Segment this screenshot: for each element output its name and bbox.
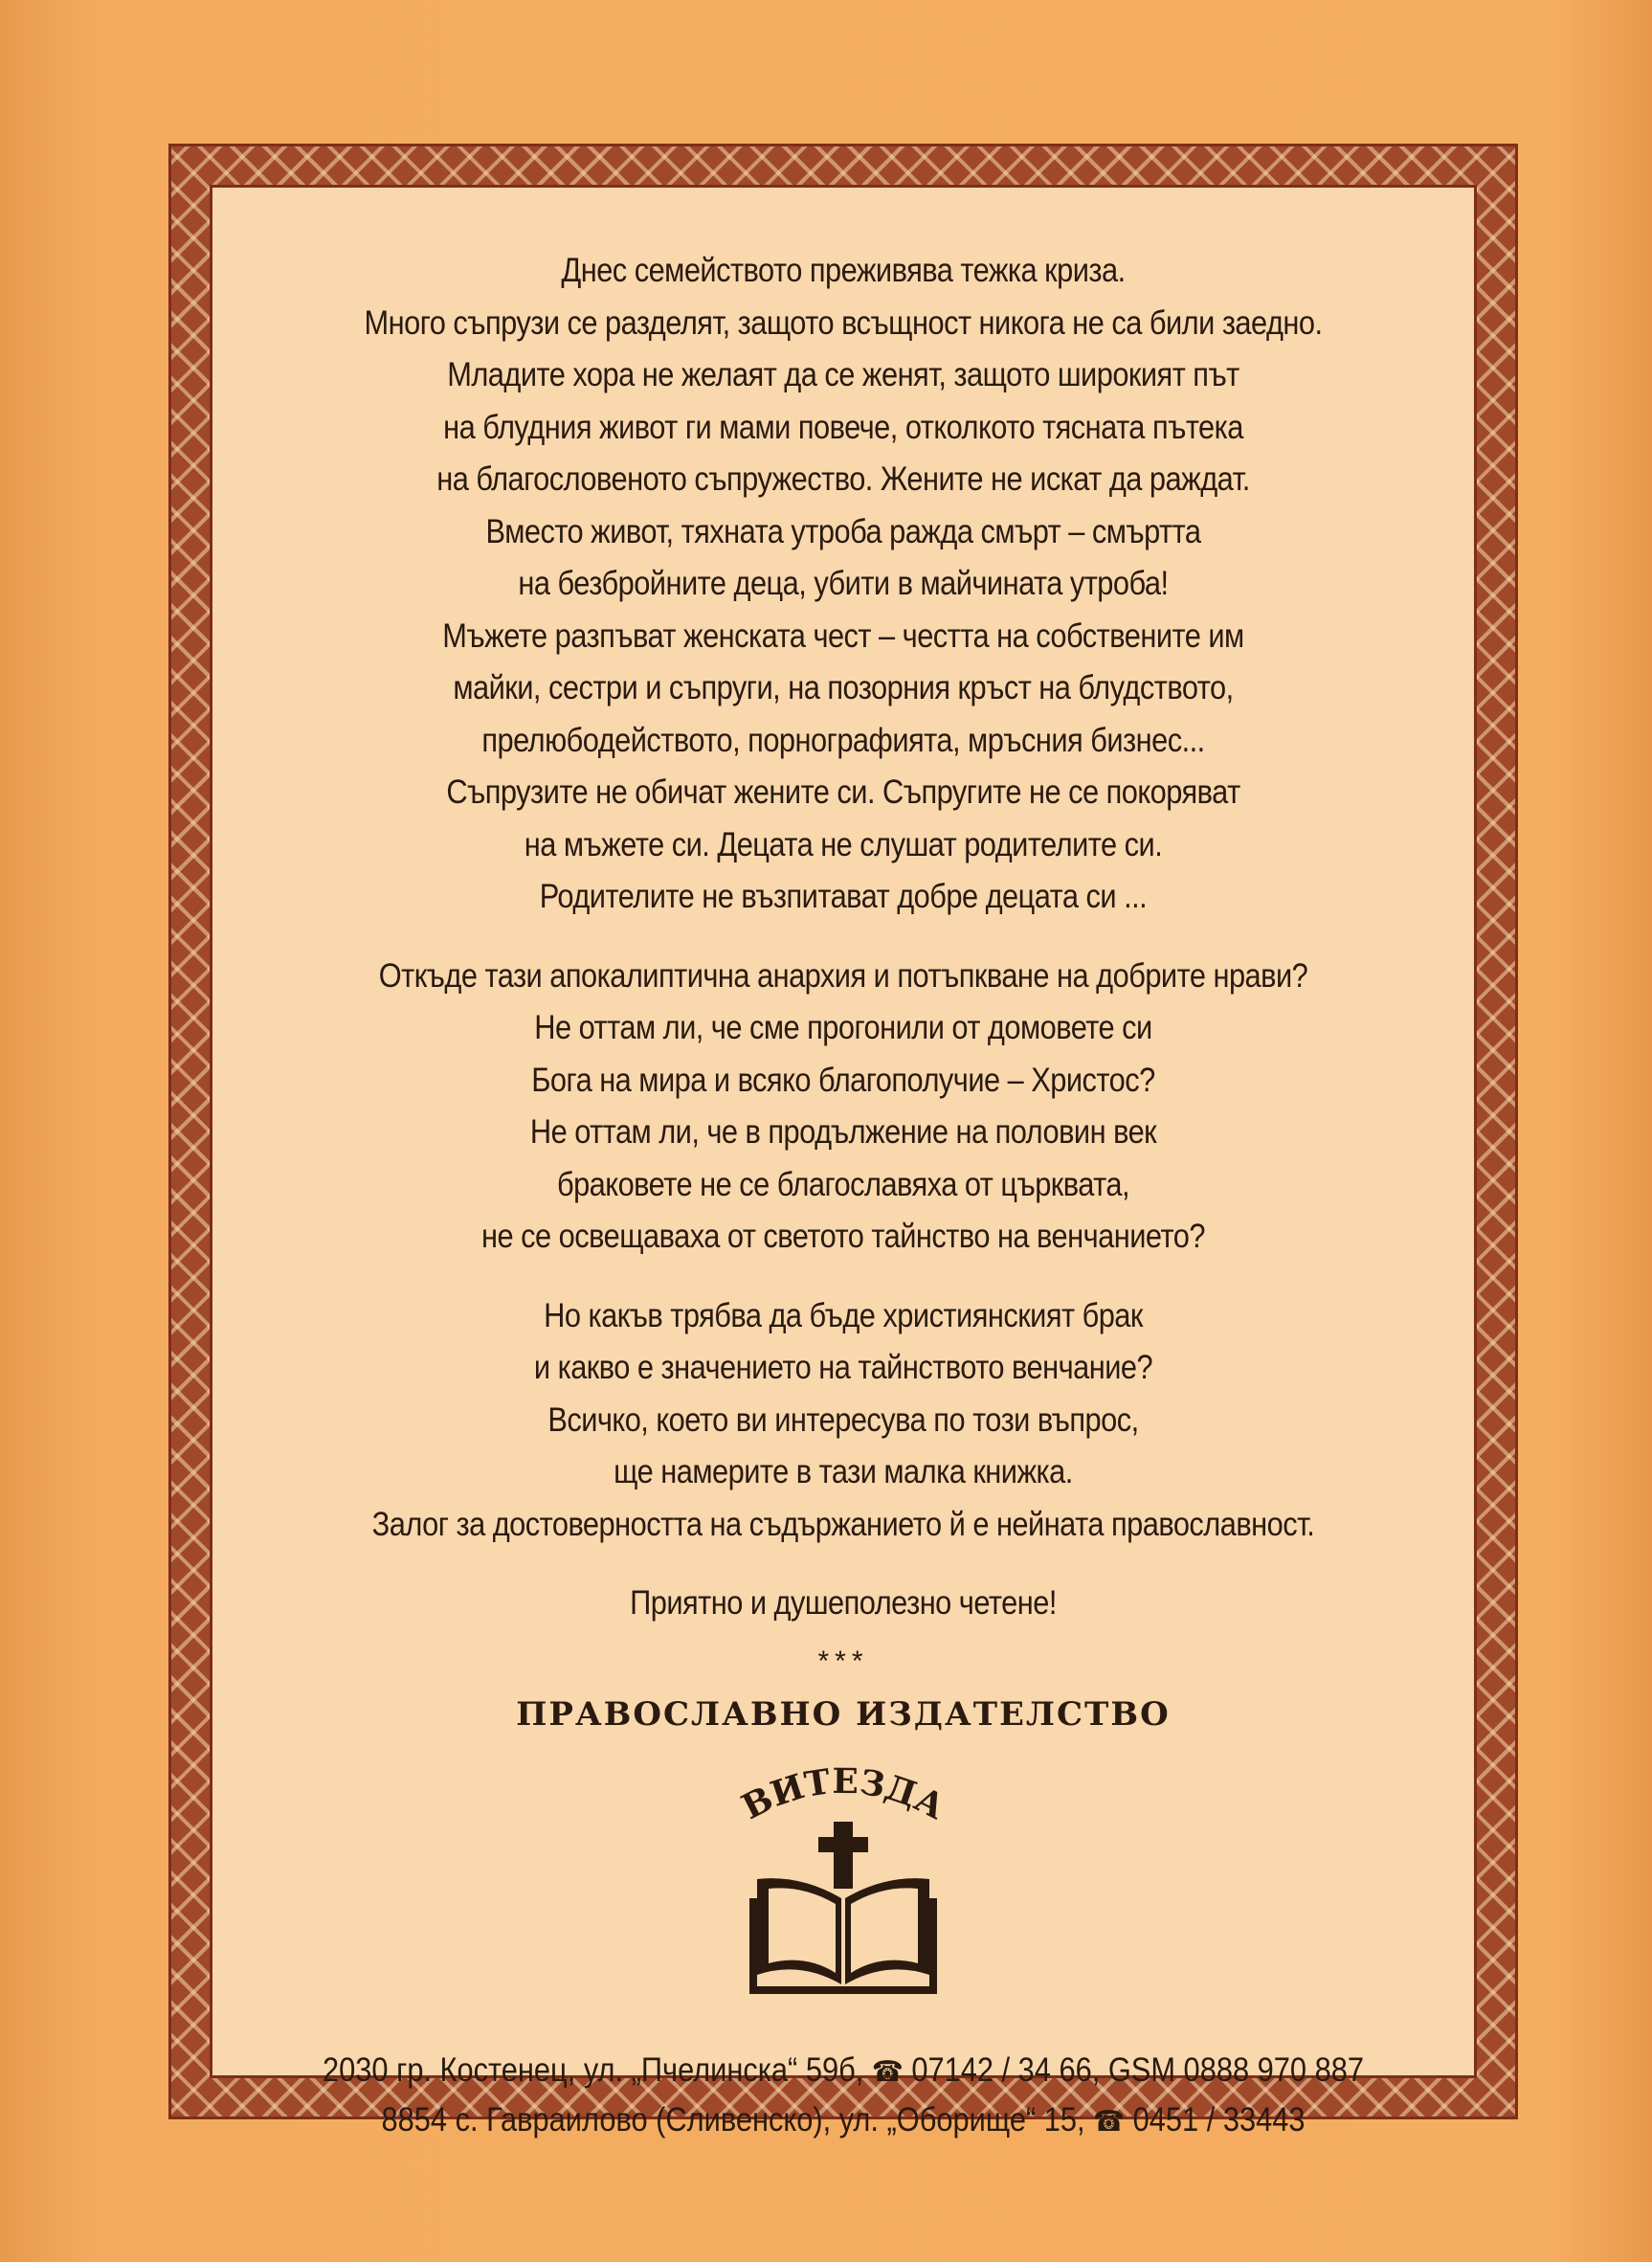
- text-line: на безбройните деца, убити в майчината утроба!: [518, 565, 1169, 602]
- text-line: прелюбодейството, порнографията, мръсния бизнес...: [481, 721, 1205, 759]
- back-cover-text: [212, 245, 1474, 2146]
- text-line: ще намерите в тази малка книжка.: [614, 1453, 1073, 1490]
- address-text: 2030 гр. Костенец, ул. „Пчелинска“ 59б,: [323, 2050, 864, 2089]
- text-line: Бога на мира и всяко благополучие – Христос?: [531, 1061, 1155, 1099]
- address-line: [288, 2047, 1398, 2096]
- text-line: Залог за достоверността на съдържанието й е нейната православност.: [371, 1505, 1315, 1543]
- text-line: Приятно и душеполезно четене!: [630, 1584, 1057, 1622]
- publisher-logo: [728, 1755, 958, 2004]
- publisher-addresses: [288, 2047, 1398, 2146]
- text-line: Днес семейството преживява тежка криза.: [561, 252, 1126, 289]
- paragraph-2: [288, 951, 1398, 1264]
- phone-numbers: 07142 / 34 66, GSM 0888 970 887: [911, 2050, 1364, 2089]
- text-line: не се освещаваха от светото тайнство на венчанието?: [481, 1218, 1205, 1255]
- text-line: браковете не се благославяха от църквата,: [556, 1165, 1130, 1203]
- paragraph-4: [288, 1578, 1398, 1630]
- address-text: 8854 с. Гавраилово (Сливенско), ул. „Оборище“ 15,: [381, 2100, 1085, 2139]
- text-line: Вместо живот, тяхната утроба ражда смърт – смъртта: [485, 512, 1201, 550]
- text-line: Мъжете разпъват женската чест – честта на собствените им: [442, 616, 1244, 655]
- text-line: майки, сестри и съпруги, на позорния кръст на блудството,: [453, 669, 1234, 706]
- text-line: Много съпрузи се разделят, защото всъщност никога не са били заедно.: [364, 303, 1323, 342]
- publisher-name: ПРАВОСЛАВНО ИЗДАТЕЛСТВО: [516, 1694, 1171, 1734]
- text-line: Всичко, което ви интересува по този въпрос,: [547, 1400, 1139, 1439]
- text-line: Но какъв трябва да бъде християнският брак: [544, 1296, 1143, 1334]
- phone-icon: ☎: [871, 2055, 904, 2088]
- separator-stars: ***: [817, 1645, 869, 1677]
- text-line: Не оттам ли, че сме прогонили от домовете си: [534, 1009, 1152, 1046]
- phone-icon: ☎: [1093, 2105, 1126, 2138]
- paragraph-1: [288, 245, 1398, 924]
- ornamental-border: [168, 144, 1518, 2139]
- text-line: и какво е значението на тайнството венчание?: [533, 1349, 1153, 1386]
- text-line: Младите хора не желаят да се женят, защото широкият път: [447, 356, 1239, 393]
- text-line: на мъжете си. Децата не слушат родителите си.: [524, 825, 1163, 863]
- text-line: Откъде тази апокалиптична анархия и потъпкване на добрите нрави?: [378, 956, 1308, 995]
- text-line: Родителите не възпитават добре децата си ...: [539, 878, 1148, 915]
- text-line: на блудния живот ги мами повече, отколкото тясната пътека: [443, 408, 1243, 446]
- text-panel: [210, 185, 1477, 2139]
- address-line: [288, 2096, 1398, 2146]
- text-line: Съпрузите не обичат жените си. Съпругите не се покоряват: [446, 773, 1240, 811]
- open-book-with-cross-icon: [749, 1822, 937, 1994]
- phone-numbers: 0451 / 33443: [1132, 2100, 1306, 2139]
- logo-text: ВИТЕЗДА: [735, 1760, 951, 1827]
- text-line: на благословеното съпружество. Жените не искат да раждат.: [436, 460, 1250, 498]
- text-line: Не оттам ли, че в продължение на половин век: [529, 1113, 1157, 1151]
- paragraph-3: [288, 1290, 1398, 1552]
